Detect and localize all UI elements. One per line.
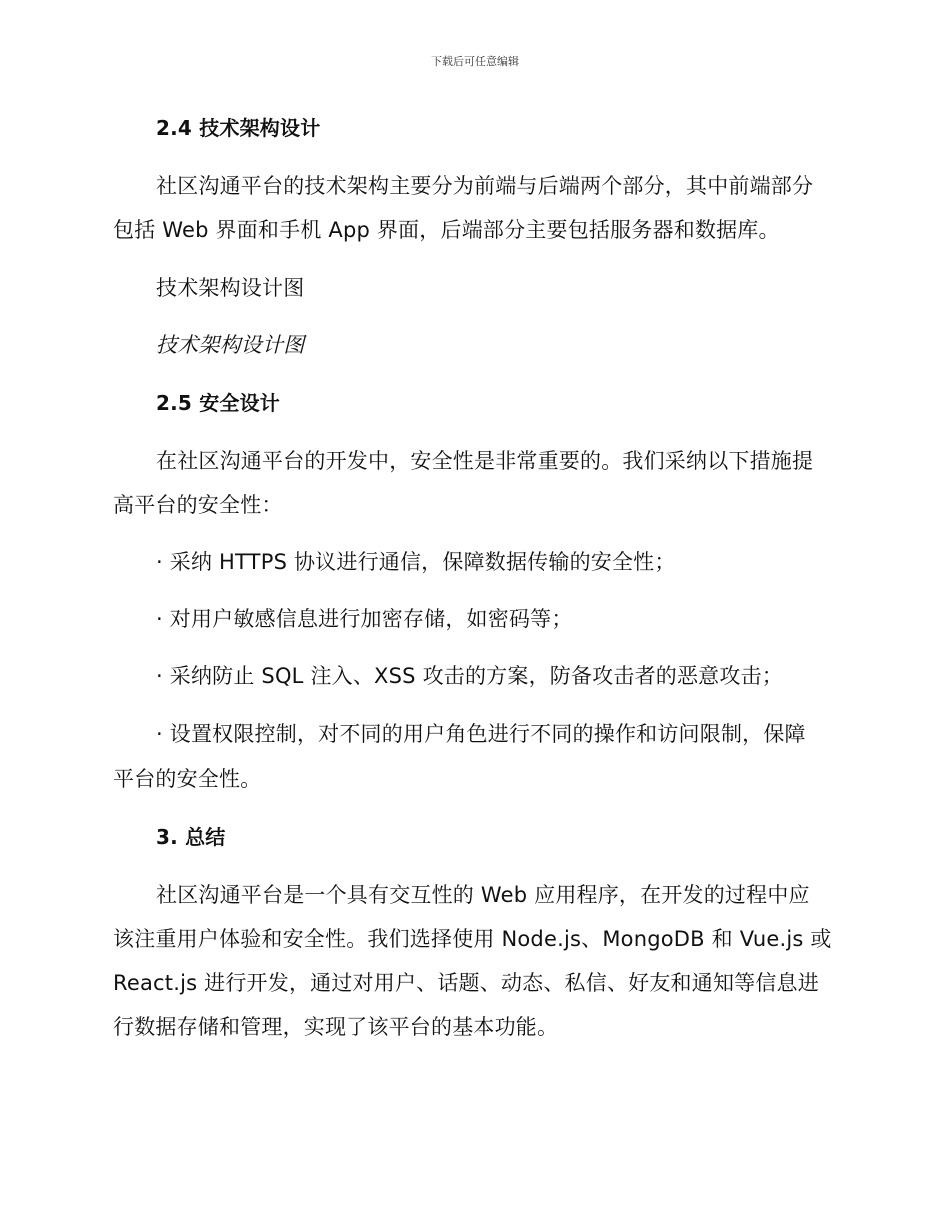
paragraph-line: 社区沟通平台是一个具有交互性的 Web 应用程序，在开发的过程中应 <box>156 883 810 907</box>
figure-label: 技术架构设计图 <box>156 276 305 300</box>
paragraph-line: 在社区沟通平台的开发中，安全性是非常重要的。我们采纳以下措施提 <box>156 449 814 473</box>
section-heading-3: 3. 总结 <box>156 825 226 849</box>
paragraph-line: 高平台的安全性： <box>113 493 283 517</box>
bullet-item: · 采纳 HTTPS 协议进行通信，保障数据传输的安全性； <box>156 550 676 574</box>
bullet-item: · 设置权限控制，对不同的用户角色进行不同的操作和访问限制，保障 <box>156 722 806 746</box>
figure-caption: 技术架构设计图 <box>156 333 305 357</box>
bullet-item: · 采纳防止 SQL 注入、XSS 攻击的方案，防备攻击者的恶意攻击； <box>156 664 783 688</box>
paragraph-line: 社区沟通平台的技术架构主要分为前端与后端两个部分，其中前端部分 <box>156 174 814 198</box>
paragraph-line: 行数据存储和管理，实现了该平台的基本功能。 <box>113 1015 559 1039</box>
page-header: 下载后可任意编辑 <box>431 55 519 68</box>
section-heading-2-5: 2.5 安全设计 <box>156 391 280 415</box>
paragraph-line: React.js 进行开发，通过对用户、话题、动态、私信、好友和通知等信息进 <box>113 971 819 995</box>
section-heading-2-4: 2.4 技术架构设计 <box>156 116 321 140</box>
bullet-item-continuation: 平台的安全性。 <box>113 767 262 791</box>
paragraph-line: 该注重用户体验和安全性。我们选择使用 Node.js、MongoDB 和 Vue.js 或 <box>113 927 832 951</box>
paragraph-line: 包括 Web 界面和手机 App 界面，后端部分主要包括服务器和数据库。 <box>113 218 780 242</box>
bullet-item: · 对用户敏感信息进行加密存储，如密码等； <box>156 607 573 631</box>
